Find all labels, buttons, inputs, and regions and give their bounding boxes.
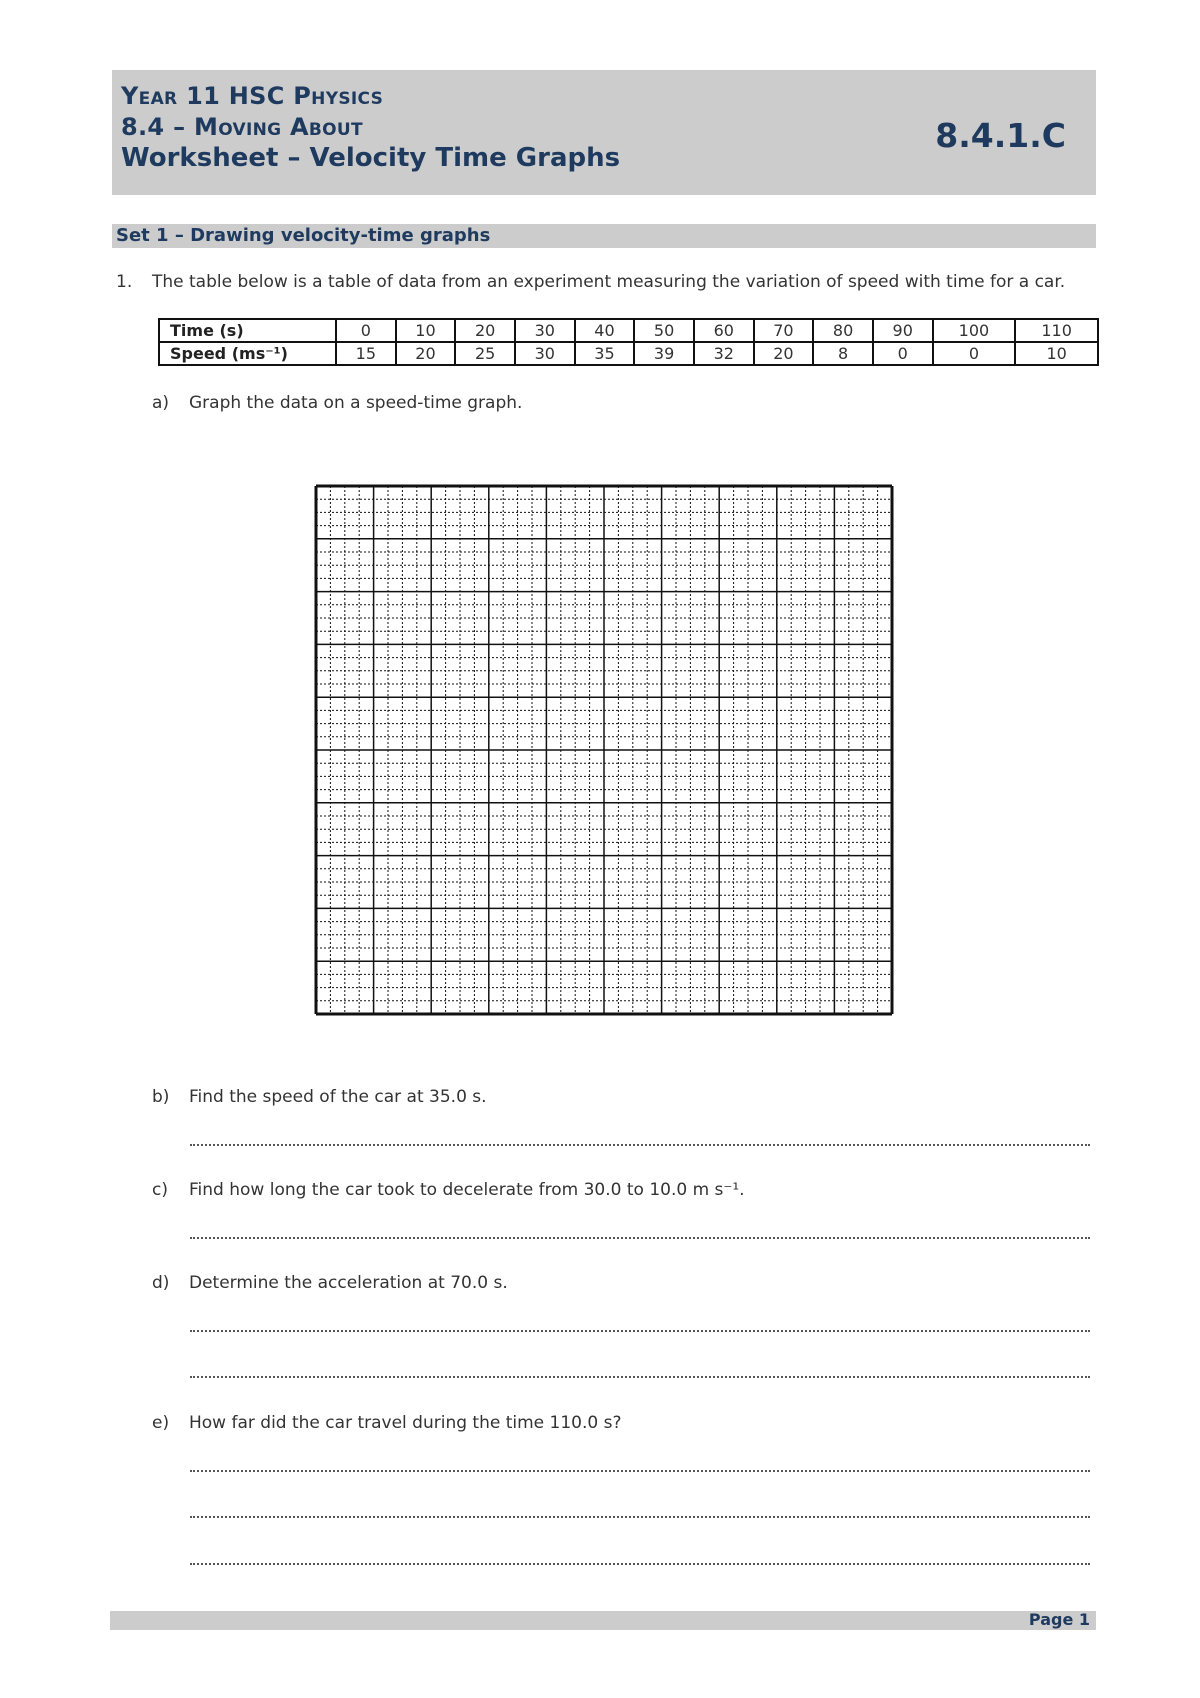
speed-cell: 20 (396, 342, 456, 365)
part-a-label: a) (152, 393, 170, 413)
part-d-label: d) (152, 1273, 170, 1293)
speed-cell: 0 (933, 342, 1016, 365)
part-c (152, 1180, 745, 1200)
time-row (159, 319, 1098, 342)
speed-cell: 30 (515, 342, 575, 365)
part-e (152, 1413, 622, 1433)
speed-cell: 0 (873, 342, 933, 365)
graph-grid[interactable] (314, 484, 894, 1020)
part-b-label: b) (152, 1087, 170, 1107)
time-cell: 0 (336, 319, 396, 342)
footer-bar (110, 1611, 1096, 1630)
speed-header: Speed (ms⁻¹) (159, 342, 336, 365)
part-b (152, 1087, 487, 1107)
part-d-text: Determine the acceleration at 70.0 s. (189, 1273, 508, 1293)
answer-line-e2[interactable] (190, 1502, 1090, 1518)
time-header: Time (s) (159, 319, 336, 342)
question-1 (116, 272, 1065, 292)
time-cell: 110 (1015, 319, 1098, 342)
time-cell: 60 (694, 319, 754, 342)
graph-paper[interactable] (314, 484, 894, 1016)
speed-row (159, 342, 1098, 365)
worksheet-code: 8.4.1.C (935, 116, 1066, 155)
time-cell: 20 (455, 319, 515, 342)
part-b-text: Find the speed of the car at 35.0 s. (189, 1087, 487, 1107)
data-table (158, 318, 1099, 366)
module-title: 8.4 – Moving About (121, 113, 363, 141)
part-a-text: Graph the data on a speed-time graph. (189, 393, 523, 413)
time-cell: 90 (873, 319, 933, 342)
worksheet-title: Worksheet – Velocity Time Graphs (121, 143, 621, 173)
part-d (152, 1273, 508, 1293)
speed-cell: 8 (813, 342, 873, 365)
speed-cell: 39 (634, 342, 694, 365)
answer-line-c[interactable] (190, 1223, 1090, 1239)
time-cell: 100 (933, 319, 1016, 342)
speed-cell: 35 (575, 342, 635, 365)
question-1-text: The table below is a table of data from an experiment measuring the variation of speed with time for a car. (152, 272, 1066, 292)
page-number: Page 1 (1028, 1610, 1090, 1629)
speed-cell: 10 (1015, 342, 1098, 365)
set-title: Set 1 – Drawing velocity-time graphs (116, 225, 491, 246)
part-a (152, 393, 522, 413)
time-cell: 50 (634, 319, 694, 342)
part-c-label: c) (152, 1180, 168, 1200)
time-cell: 30 (515, 319, 575, 342)
question-1-number: 1. (116, 272, 133, 292)
speed-cell: 20 (754, 342, 814, 365)
time-cell: 80 (813, 319, 873, 342)
time-cell: 10 (396, 319, 456, 342)
time-cell: 70 (754, 319, 814, 342)
speed-cell: 25 (455, 342, 515, 365)
part-e-text: How far did the car travel during the time 110.0 s? (189, 1413, 622, 1433)
answer-line-d1[interactable] (190, 1316, 1090, 1332)
part-e-label: e) (152, 1413, 170, 1433)
speed-cell: 15 (336, 342, 396, 365)
answer-line-d2[interactable] (190, 1362, 1090, 1378)
time-cell: 40 (575, 319, 635, 342)
course-title: Year 11 HSC Physics (121, 82, 384, 110)
answer-line-b[interactable] (190, 1130, 1090, 1146)
answer-line-e3[interactable] (190, 1549, 1090, 1565)
speed-cell: 32 (694, 342, 754, 365)
header-box (112, 70, 1096, 195)
part-c-text: Find how long the car took to decelerate from 30.0 to 10.0 m s⁻¹. (189, 1180, 745, 1200)
answer-line-e1[interactable] (190, 1456, 1090, 1472)
set-heading-bar (112, 224, 1096, 248)
